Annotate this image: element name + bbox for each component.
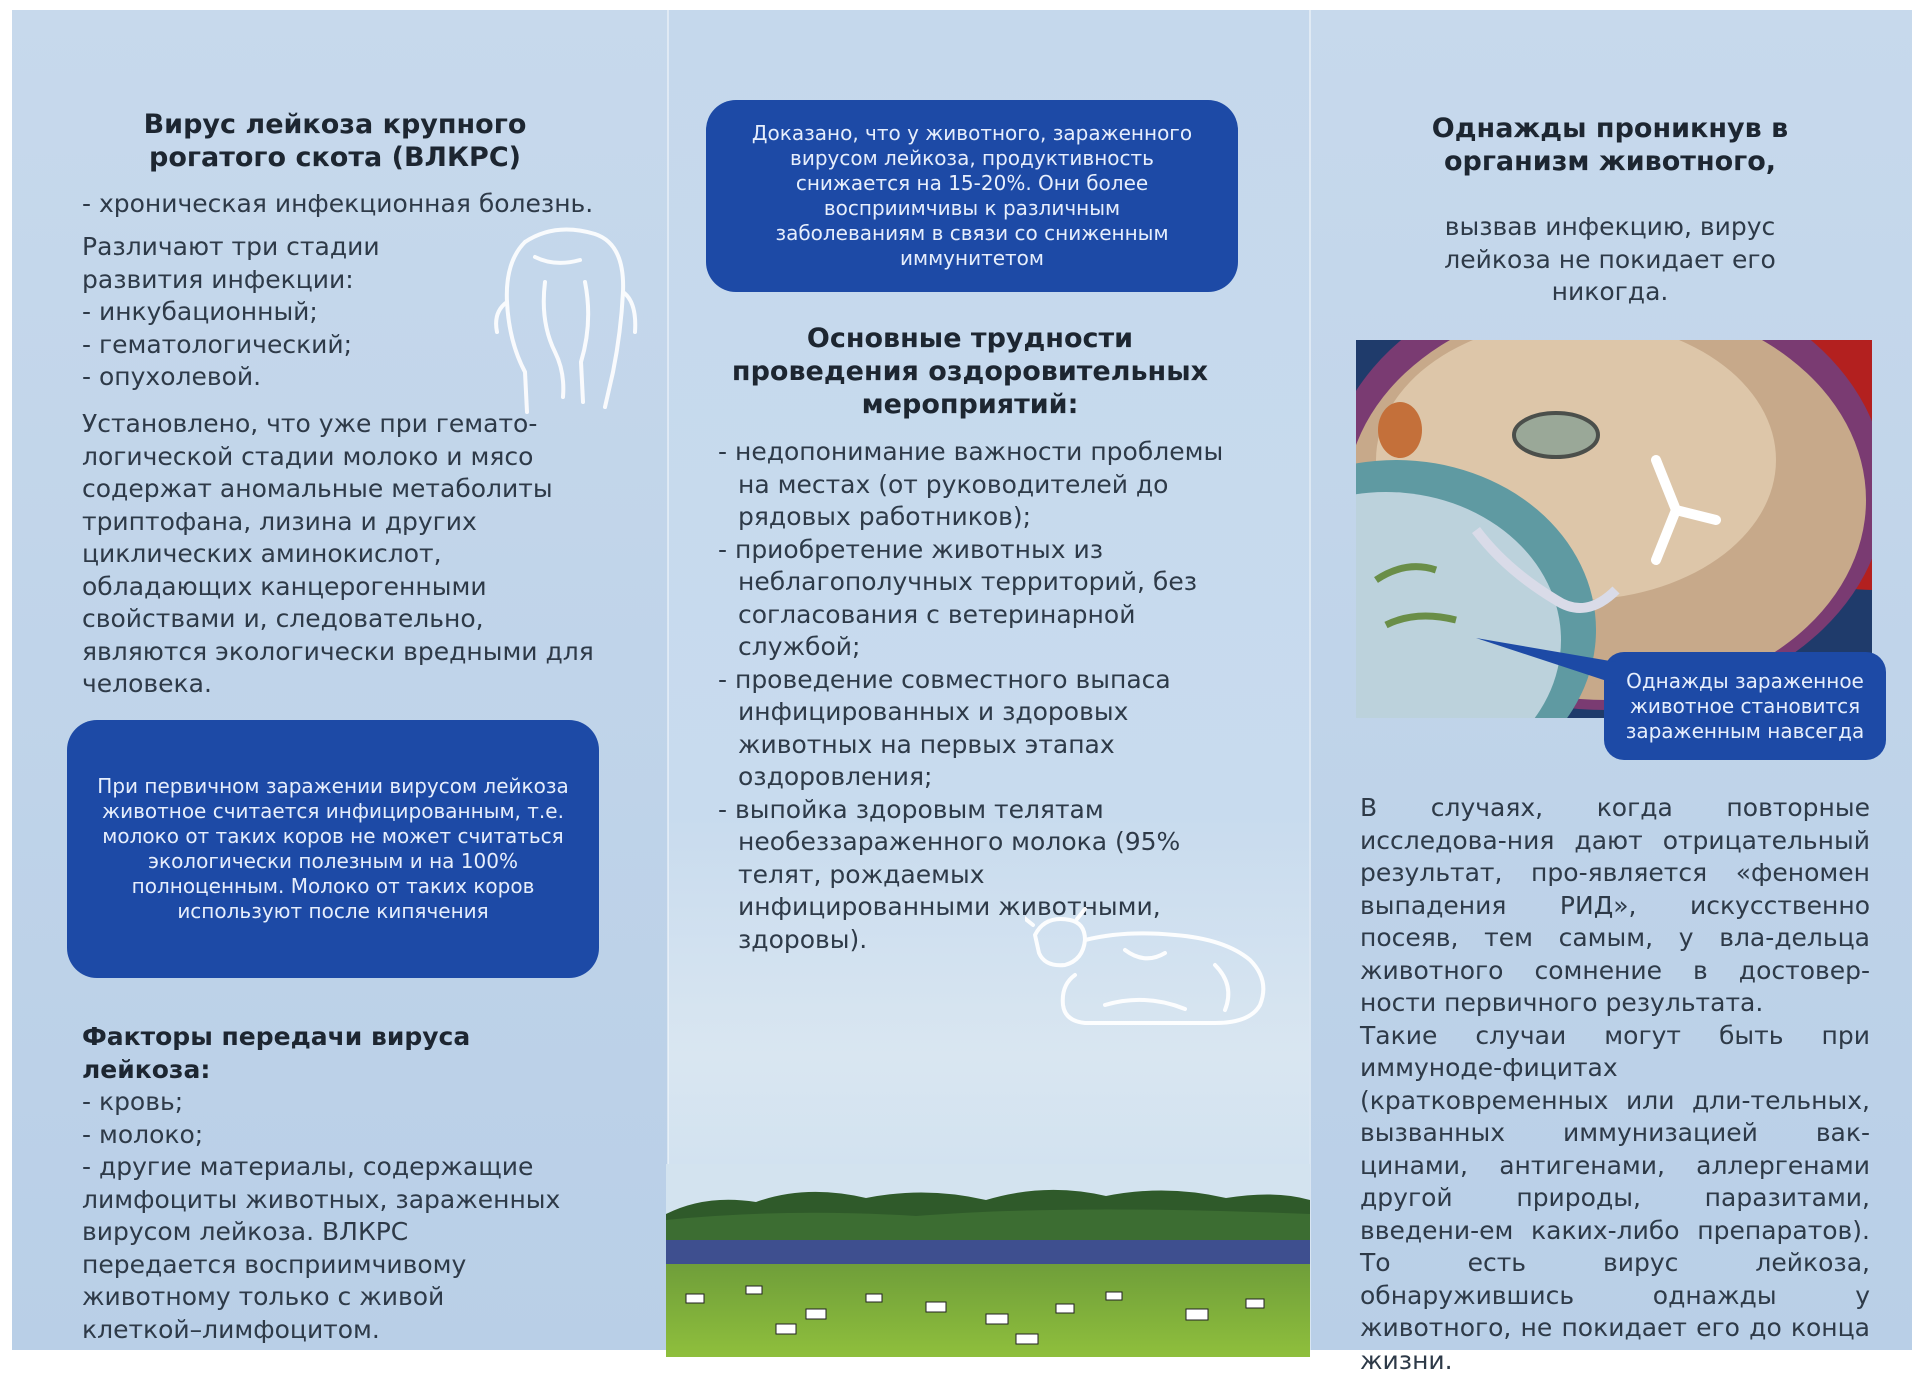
lying-cow-illustration	[1025, 905, 1275, 1030]
middle-info-box	[706, 100, 1238, 292]
right-callout-text: Однажды зараженное животное становится зараженным навсегда	[1616, 669, 1874, 744]
middle-info-box-text: Доказано, что у животного, зараженного вирусом лейкоза, продуктивность снижается на 15-20%. Они более восприимчивы к различным заболеваниям в связи со сниженным иммунитетом	[746, 121, 1198, 271]
right-callout-box	[1604, 652, 1886, 760]
callout-pointer	[1476, 636, 1626, 686]
stages-intro: Различают три стадии развития инфекции:	[82, 231, 502, 296]
stage-item: - инкубационный;	[82, 296, 502, 329]
stages-block	[82, 231, 502, 394]
difficulties-list	[718, 436, 1238, 956]
right-title: Однажды проникнув в организм животного,	[1410, 112, 1810, 178]
left-info-box	[67, 720, 599, 978]
fold-line-left	[667, 10, 669, 1350]
middle-title: Основные трудности проведения оздоровительных мероприятий:	[720, 322, 1220, 421]
stage-item: - гематологический;	[82, 329, 502, 362]
fold-line-right	[1309, 10, 1311, 1350]
factors-title: Факторы передачи вируса лейкоза:	[82, 1021, 562, 1086]
pasture-landscape-photo	[666, 1164, 1310, 1357]
factor-item: - кровь;	[82, 1086, 562, 1119]
established-paragraph: Установлено, что уже при гемато-логической стадии молоко и мясо содержат аномальные метаболиты триптофана, лизина и других циклических аминокислот, обладающих канцерогенными свойствами и, следовательно, являются экологически вредными для человека.	[82, 408, 598, 701]
right-intro: вызвав инфекцию, вирус лейкоза не покидает его никогда.	[1440, 211, 1780, 309]
left-info-box-text: При первичном заражении вирусом лейкоза животное считается инфицированным, т.е. молоко от таких коров не может считаться экологически полезным и на 100% полноценным. Молоко от таких коров используют после кипячения	[97, 774, 569, 924]
right-body	[1360, 792, 1870, 1377]
difficulty-item: - приобретение животных из неблагополучных территорий, без согласования с ветеринарной службой;	[718, 534, 1238, 664]
difficulty-item: - проведение совместного выпаса инфицированных и здоровых животных на первых этапах оздоровления;	[718, 664, 1238, 794]
left-title: Вирус лейкоза крупного рогатого скота (ВЛКРС)	[120, 108, 550, 174]
left-subtitle: - хроническая инфекционная болезнь.	[82, 188, 602, 221]
factor-item: - молоко;	[82, 1119, 562, 1152]
right-paragraph-2: Такие случаи могут быть при иммуноде-фицитах (кратковременных или дли-тельных, вызванных иммунизацией вак-цинами, антигенами, аллергенами другой природы, паразитами, введени-ем каких-либо препаратов). То есть вирус лейкоза, обнаружившись однажды у животного, не покидает его до конца жизни.	[1360, 1020, 1870, 1377]
difficulty-item: - недопонимание важности проблемы на местах (от руководителей до рядовых работников);	[718, 436, 1238, 534]
stage-item: - опухолевой.	[82, 361, 502, 394]
factor-item: - другие материалы, содержащие лимфоциты животных, зараженных вирусом лейкоза. ВЛКРС передается восприимчивому животному только с живой клеткой–лимфоцитом.	[82, 1151, 562, 1346]
cow-front-illustration	[485, 222, 645, 417]
right-paragraph-1: В случаях, когда повторные исследова-ния дают отрицательный результат, про-является «феномен выпадения РИД», искусственно посеяв, тем самым, у вла-дельца животного сомнение в достовер-ности первичного результата.	[1360, 792, 1870, 1020]
difficulty-item: - выпойка здоровым телятам необеззараженного молока (95% телят, рождаемых инфицированными животными, здоровы).	[718, 794, 1238, 957]
factors-block	[82, 1021, 562, 1346]
